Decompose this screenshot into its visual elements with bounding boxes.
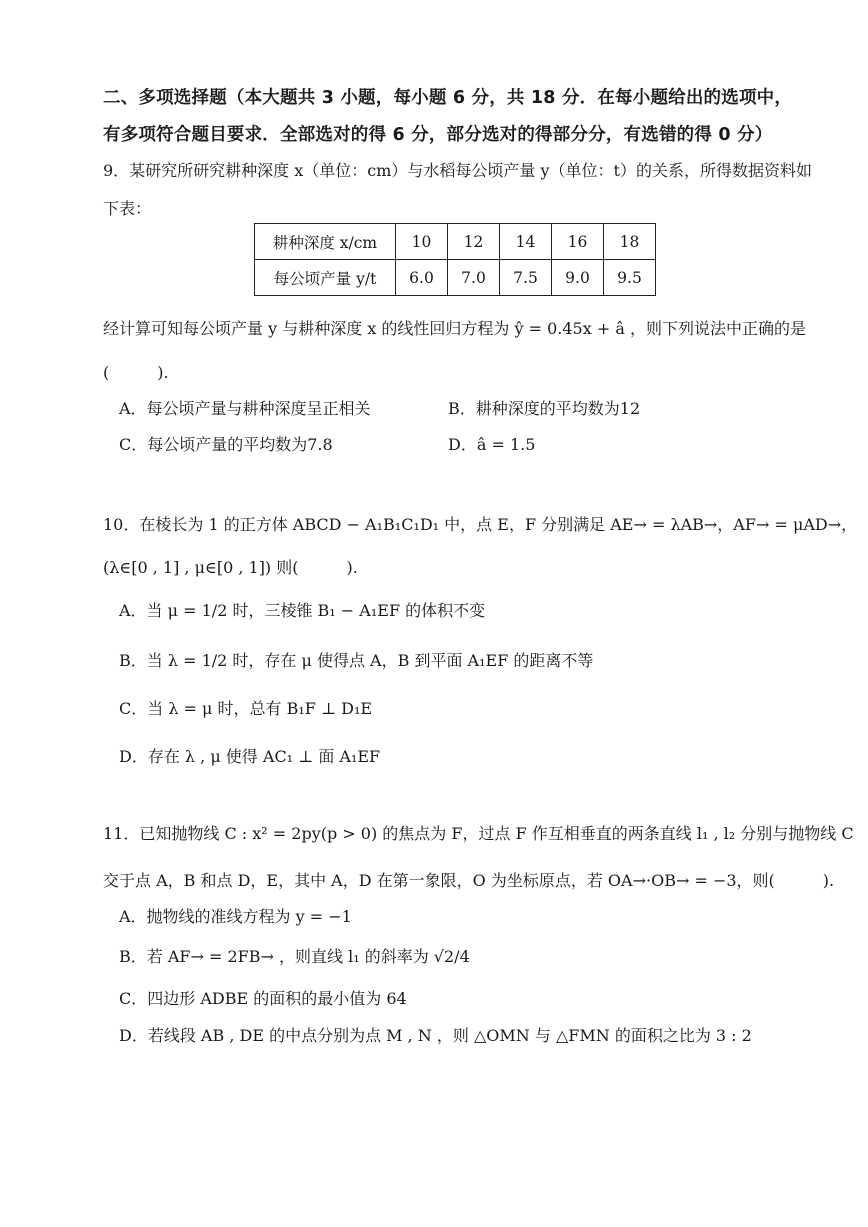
table-cell: 7.5 bbox=[500, 260, 552, 296]
q11-stem-line2: 交于点 A，B 和点 D，E，其中 A，D 在第一象限，O 为坐标原点，若 OA→·OB→ = −3，则( ). bbox=[103, 871, 835, 890]
table-header-yield: 每公顷产量 y/t bbox=[255, 260, 396, 296]
q9-option-b: B．耕种深度的平均数为12 bbox=[448, 399, 641, 418]
q9-option-d: D．â = 1.5 bbox=[448, 435, 536, 454]
table-row bbox=[255, 224, 656, 260]
q9-option-c: C．每公顷产量的平均数为7.8 bbox=[119, 435, 333, 454]
q10-option-c: C．当 λ = μ 时，总有 B₁F ⊥ D₁E bbox=[119, 699, 373, 718]
table-cell: 9.5 bbox=[604, 260, 656, 296]
section-heading-line2: 有多项符合题目要求．全部选对的得 6 分，部分选对的得部分分，有选错的得 0 分） bbox=[103, 125, 773, 145]
section-heading-line1: 二、多项选择题（本大题共 3 小题，每小题 6 分，共 18 分．在每小题给出的选项中， bbox=[103, 88, 793, 108]
q9-stem-line1: 9．某研究所研究耕种深度 x（单位：cm）与水稻每公顷产量 y（单位：t）的关系，所得数据资料如 bbox=[103, 161, 812, 180]
table-cell: 9.0 bbox=[552, 260, 604, 296]
q9-data-table bbox=[254, 223, 656, 296]
q9-stem-line2: 下表： bbox=[103, 199, 152, 218]
q9-stem-line4: ( ). bbox=[103, 363, 169, 382]
q10-option-b: B．当 λ = 1/2 时，存在 μ 使得点 A，B 到平面 A₁EF 的距离不等 bbox=[119, 651, 594, 670]
q11-option-d: D．若线段 AB , DE 的中点分别为点 M , N ，则 △OMN 与 △FMN 的面积之比为 3 : 2 bbox=[119, 1026, 752, 1045]
table-row bbox=[255, 260, 656, 296]
q10-stem-line2: (λ∈[0 , 1] , μ∈[0 , 1]) 则( ). bbox=[103, 558, 358, 577]
table-cell: 18 bbox=[604, 224, 656, 260]
q10-option-a: A．当 μ = 1/2 时，三棱锥 B₁ − A₁EF 的体积不变 bbox=[119, 601, 486, 620]
table-header-depth: 耕种深度 x/cm bbox=[255, 224, 396, 260]
q9-option-a: A．每公顷产量与耕种深度呈正相关 bbox=[119, 399, 371, 418]
table-cell: 16 bbox=[552, 224, 604, 260]
table-cell: 6.0 bbox=[396, 260, 448, 296]
table-cell: 7.0 bbox=[448, 260, 500, 296]
q10-option-d: D．存在 λ , μ 使得 AC₁ ⊥ 面 A₁EF bbox=[119, 747, 381, 766]
q11-stem-line1: 11．已知抛物线 C : x² = 2py(p > 0) 的焦点为 F，过点 F 作互相垂直的两条直线 l₁ , l₂ 分别与抛物线 C bbox=[103, 824, 854, 843]
q11-option-c: C．四边形 ADBE 的面积的最小值为 64 bbox=[119, 989, 407, 1008]
table-cell: 14 bbox=[500, 224, 552, 260]
q10-stem-line1: 10．在棱长为 1 的正方体 ABCD − A₁B₁C₁D₁ 中，点 E，F 分别满足 AE→ = λAB→，AF→ = μAD→， bbox=[103, 515, 858, 534]
q9-stem-line3: 经计算可知每公顷产量 y 与耕种深度 x 的线性回归方程为 ŷ = 0.45x + â ，则下列说法中正确的是 bbox=[103, 319, 806, 338]
q11-option-b: B．若 AF→ = 2FB→ ，则直线 l₁ 的斜率为 √2/4 bbox=[119, 947, 470, 966]
q11-option-a: A．抛物线的准线方程为 y = −1 bbox=[119, 907, 352, 926]
table-cell: 10 bbox=[396, 224, 448, 260]
table-cell: 12 bbox=[448, 224, 500, 260]
